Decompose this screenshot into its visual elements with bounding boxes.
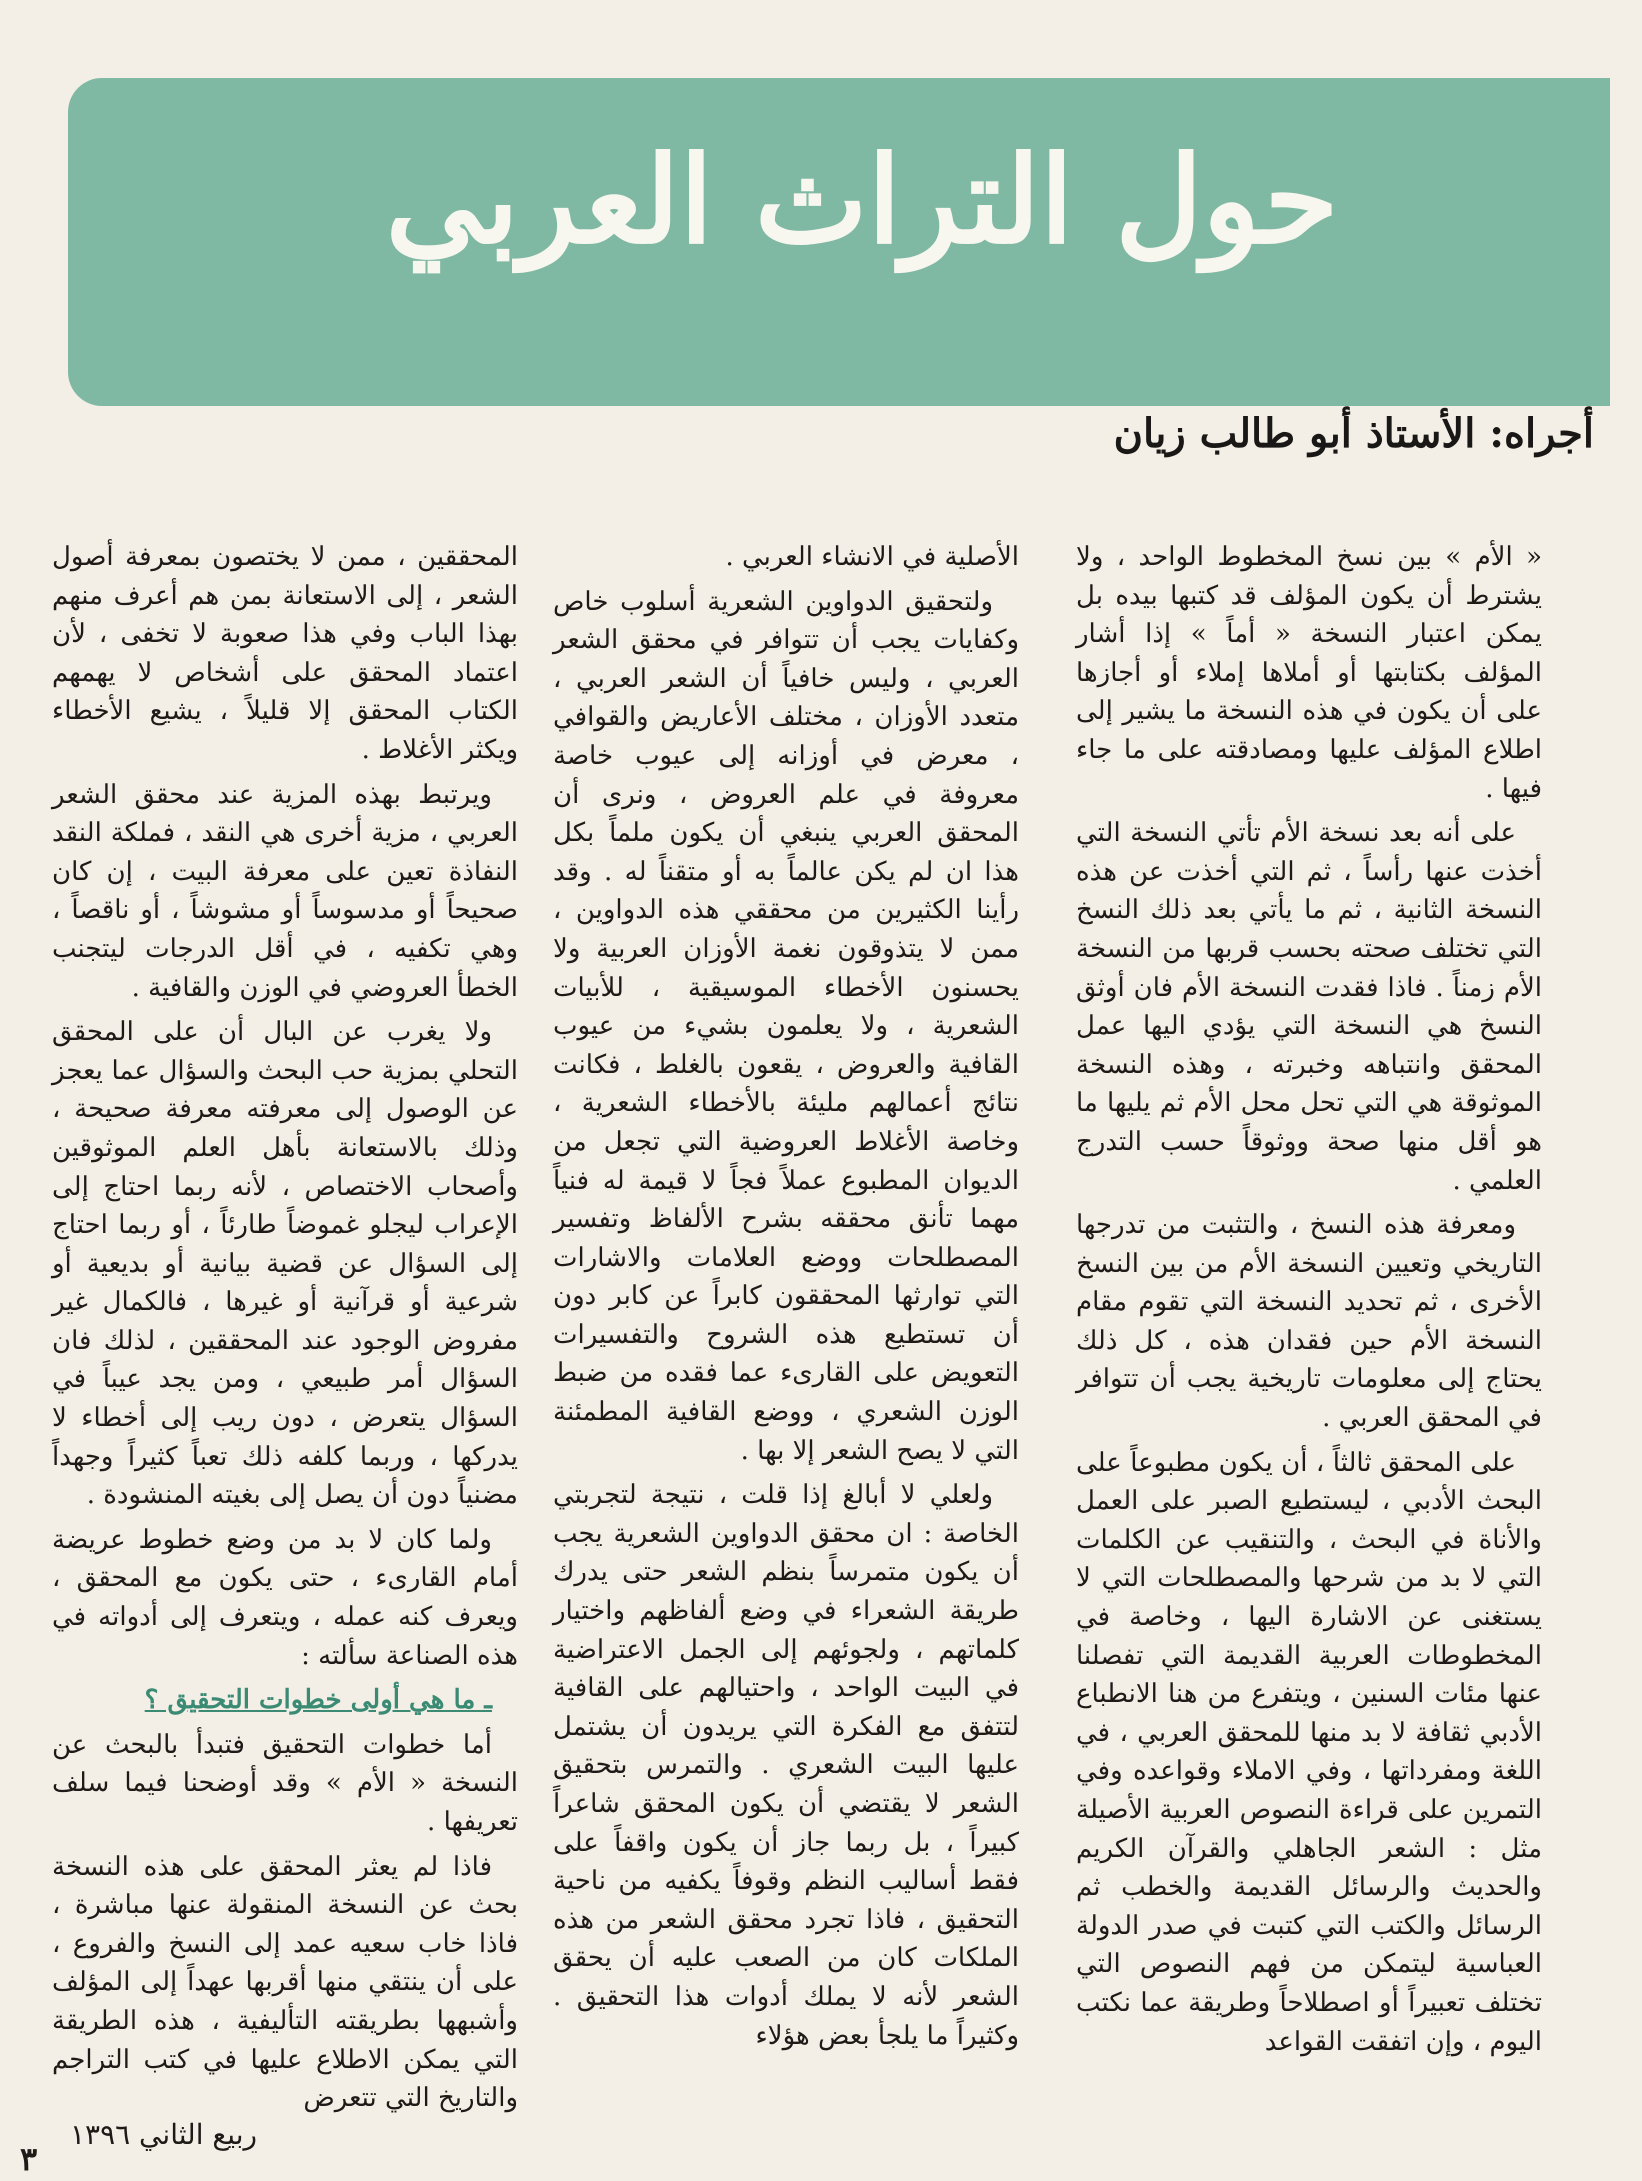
paragraph: فاذا لم يعثر المحقق على هذه النسخة بحث عن النسخة المنقولة عنها مباشرة ، فاذا خاب سعيه عمد إلى النسخ والفروع ، على أن ينتقي منها أقربها عهداً إلى المؤلف وأشبهها بطريقته التأليفية ، هذه الطريقة التي يمكن الاطلاع عليها في كتب التراجم والتاريخ التي تتعرض bbox=[52, 1851, 518, 2114]
paragraph: ولما كان لا بد من وضع خطوط عريضة أمام القارىء ، حتى يكون مع المحقق ، ويعرف كنه عمله ، ويتعرف إلى أدواته في هذه الصناعة سألته : bbox=[52, 1524, 518, 1671]
paragraph: الأصلية في الانشاء العربي . bbox=[725, 542, 1019, 572]
section-subheading: ـ ما هي أولى خطوات التحقيق ؟ bbox=[144, 1685, 492, 1716]
paragraph: أما خطوات التحقيق فتبدأ بالبحث عن النسخة « الأم » وقد أوضحنا فيما سلف تعريفها . bbox=[52, 1729, 518, 1837]
article-byline: أجراه: الأستاذ أبو طالب زيان bbox=[1113, 410, 1594, 457]
text-column-left bbox=[52, 538, 519, 2114]
paragraph: المحققين ، ممن لا يختصون بمعرفة أصول الشعر ، إلى الاستعانة بمن هم أعرف منهم بهذا الباب وفي هذا صعوبة لا تخفى ، لأن اعتماد المحقق على أشخاص لا يهمهم الكتاب المحقق إلا قليلاً ، يشيع الأخطاء ويكثر الأغلاط . bbox=[52, 542, 518, 765]
paragraph: ويرتبط بهذه المزية عند محقق الشعر العربي ، مزية أخرى هي النقد ، فملكة النقد النفاذة تعين على معرفة البيت ، إن كان صحيحاً أو مدسوساً أو مشوشاً ، أو ناقصاً ، وهي تكفيه ، في أقل الدرجات ليتجنب الخطأ العروضي في الوزن والقافية . bbox=[52, 779, 518, 1003]
page-number: ٣ bbox=[20, 2140, 38, 2178]
paragraph: ومعرفة هذه النسخ ، والتثبت من تدرجها التاريخي وتعيين النسخة الأم من بين النسخ الأخرى ، ثم تحديد النسخة التي تقوم مقام النسخة الأم حين فقدان هذه ، كل ذلك يحتاج إلى معلومات تاريخية يجب أن تتوافر في المحقق العربي . bbox=[1076, 1210, 1542, 1434]
paragraph: على المحقق ثالثاً ، أن يكون مطبوعاً على البحث الأدبي ، ليستطيع الصبر على العمل والأناة في البحث ، والتنقيب عن الكلمات التي لا بد من شرحها والمصطلحات التي لا يستغنى عن الاشارة اليها ، وخاصة في المخطوطات العربية القديمة التي تفصلنا عنها مئات السنين ، ويتفرع من هنا الانطباع الأدبي ثقافة لا بد منها للمحقق العربي ، في اللغة ومفرداتها ، وفي الاملاء وقواعده وفي التمرين على قراءة النصوص العربية الأصيلة مثل : الشعر الجاهلي والقرآن الكريم والحديث والرسائل القديمة والخطب ثم الرسائل والكتب التي كتبت في صدر الدولة العباسية ليتمكن من فهم النصوص التي تختلف تعبيراً أو اصطلاحاً وطريقة عما نكتب اليوم ، وإن اتفقت القواعد bbox=[1076, 1447, 1542, 2057]
issue-date: ربيع الثاني ١٣٩٦ bbox=[70, 2118, 258, 2151]
paragraph: ولا يغرب عن البال أن على المحقق التحلي بمزية حب البحث والسؤال عما يعجز عن الوصول إلى معرفته معرفة صحيحة ، وذلك بالاستعانة بأهل العلم الموثوقين وأصحاب الاختصاص ، لأنه ربما احتاج إلى الإعراب ليجلو غموضاً طارئاً ، أو ربما احتاج إلى السؤال عن قضية بيانية أو بديعية أو شرعية أو قرآنية أو غيرها ، فالكمال غير مفروض الوجود عند المحققين ، لذلك فان السؤال أمر طبيعي ، ومن يجد عيباً في السؤال يتعرض ، دون ريب إلى أخطاء لا يدركها ، وربما كلفه ذلك تعباً كثيراً وجهداً مضنياً دون أن يصل إلى بغيته المنشودة . bbox=[52, 1017, 519, 1511]
article-title: حول التراث العربي bbox=[385, 130, 1339, 271]
paragraph: ولعلي لا أبالغ إذا قلت ، نتيجة لتجربتي الخاصة : ان محقق الدواوين الشعرية يجب أن يكون متمرساً بنظم الشعر حتى يدرك طريقة الشعراء في وضع ألفاظهم واختيار كلماتهم ، ولجوئهم إلى الجمل الاعتراضية في البيت الواحد ، واحتيالهم على القافية لتتفق مع الفكرة التي يريدون أن يشتمل عليها البيت الشعري . والتمرس بتحقيق الشعر لا يقتضي أن يكون المحقق شاعراً كبيراً ، بل ربما جاز أن يكون واقفاً على فقط أساليب النظم وقوفاً يكفيه من ناحية التحقيق ، فاذا تجرد محقق الشعر من هذه الملكات كان من الصعب عليه أن يحقق الشعر لأنه لا يملك أدوات هذا التحقيق . وكثيراً ما يلجأ بعض هؤلاء bbox=[553, 1480, 1019, 2051]
paragraph: على أنه بعد نسخة الأم تأتي النسخة التي أخذت عنها رأساً ، ثم التي أخذت عن هذه النسخة الثانية ، ثم ما يأتي بعد ذلك النسخ التي تختلف صحته بحسب قربها من النسخة الأم زمناً . فاذا فقدت النسخة الأم فان أوثق النسخ هي النسخة التي يؤدي اليها عمل المحقق وانتباهه وخبرته ، وهذه النسخة الموثوقة هي التي تحل محل الأم ثم يليها ما هو أقل منها صحة ووثوقاً حسب التدرج العلمي . bbox=[1076, 818, 1542, 1196]
text-column-middle bbox=[553, 538, 1019, 2058]
paragraph: « الأم » بين نسخ المخطوط الواحد ، ولا يشترط أن يكون المؤلف قد كتبها بيده بل يمكن اعتبار النسخة « أماً » إذا أشار المؤلف بكتابتها أو أملاها إملاء أو أجازها على أن يكون في هذه النسخة ما يشير إلى اطلاع المؤلف عليها ومصادقته على ما جاء فيها . bbox=[1076, 542, 1542, 804]
text-column-right bbox=[1076, 538, 1542, 2058]
paragraph: ولتحقيق الدواوين الشعرية أسلوب خاص وكفايات يجب أن تتوافر في محقق الشعر العربي ، وليس خافياً أن الشعر العربي ، متعدد الأوزان ، مختلف الأعاريض والقوافي ، معرض في أوزانه إلى عيوب خاصة معروفة في علم العروض ، ونرى أن المحقق العربي ينبغي أن يكون ملماً بكل هذا ان لم يكن عالماً به أو متقناً له . وقد رأينا الكثيرين من محققي هذه الدواوين ، ممن لا يتذوقون نغمة الأوزان العربية ولا يحسنون الأخطاء الموسيقية ، للأبيات الشعرية ، ولا يعلمون بشيء من عيوب القافية والعروض ، يقعون بالغلط ، فكانت نتائج أعمالهم مليئة بالأخطاء الشعرية ، وخاصة الأغلاط العروضية التي تجعل من الديوان المطبوع عملاً فجاً لا قيمة له فنياً مهما تأنق محققه بشرح الألفاظ وتفسير المصطلحات ووضع العلامات والاشارات التي توارثها المحققون كابراً عن كابر دون أن تستطيع هذه الشروح والتفسيرات التعويض على القارىء عما فقده من ضبط الوزن الشعري ، ووضع القافية المطمئنة التي لا يصح الشعر إلا بها . bbox=[553, 586, 1019, 1466]
